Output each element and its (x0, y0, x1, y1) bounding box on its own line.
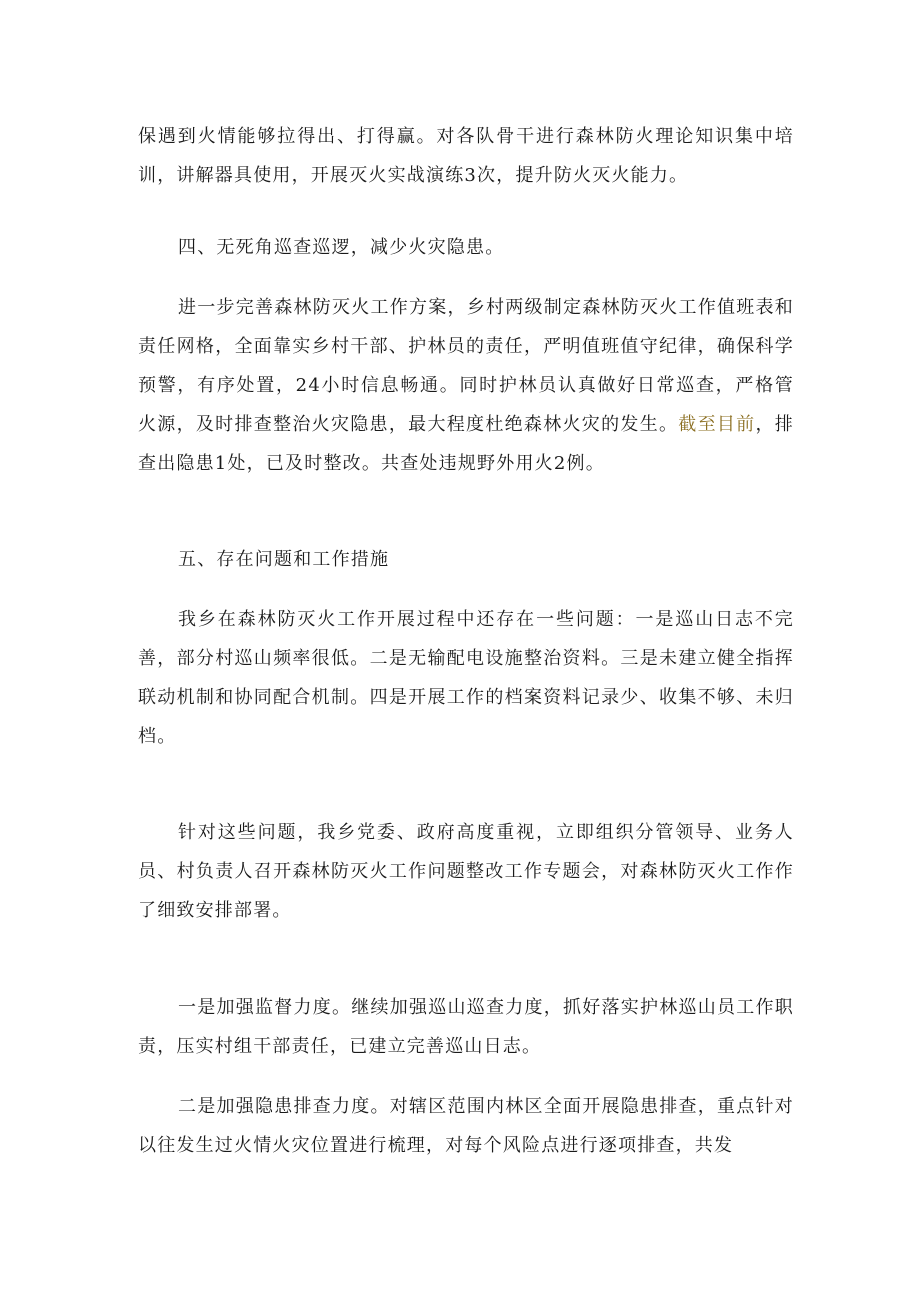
paragraph-response: 针对这些问题，我乡党委、政府高度重视，立即组织分管领导、业务人员、村负责人召开森林防灭火工作问题整改工作专题会，对森林防灭火工作作了细致安排部署。 (138, 822, 794, 921)
paragraph-measure-2: 二是加强隐患排查力度。对辖区范围内林区全面开展隐患排查，重点针对以往发生过火情火灾位置进行梳理，对每个风险点进行逐项排查，共发 (138, 1096, 794, 1156)
highlighted-text: 截至目前 (678, 414, 756, 435)
section-heading-4: 四、无死角巡查巡逻，减少火灾隐患。 (178, 237, 505, 258)
paragraph-measure-1: 一是加强监督力度。继续加强巡山巡查力度，抓好落实护林巡山员工作职责，压实村组干部责任，已建立完善巡山日志。 (138, 997, 794, 1057)
section-heading-5: 五、存在问题和工作措施 (178, 549, 390, 570)
paragraph-patrol-tail: ，排查出隐患1处，已及时整改。共查处违规野外用火2例。 (138, 414, 794, 474)
paragraph-problems: 我乡在森林防灭火工作开展过程中还存在一些问题：一是巡山日志不完善，部分村巡山频率很低。二是无输配电设施整治资料。三是未建立健全指挥联动机制和协同配合机制。四是开展工作的档案资料记录少、收集不够、未归档。 (138, 609, 794, 747)
paragraph-training: 保遇到火情能够拉得出、打得赢。对各队骨干进行森林防火理论知识集中培训，讲解器具使用，开展灭火实战演练3次，提升防火灭火能力。 (138, 126, 794, 186)
paragraph-patrol-main: 进一步完善森林防灭火工作方案，乡村两级制定森林防灭火工作值班表和责任网格，全面靠实乡村干部、护林员的责任，严明值班值守纪律，确保科学预警，有序处置，24小时信息畅通。同时护林员认真做好日常巡查，严格管火源，及时排查整治火灾隐患，最大程度杜绝森林火灾的发生。 (138, 297, 794, 435)
paragraph-patrol (138, 288, 794, 483)
